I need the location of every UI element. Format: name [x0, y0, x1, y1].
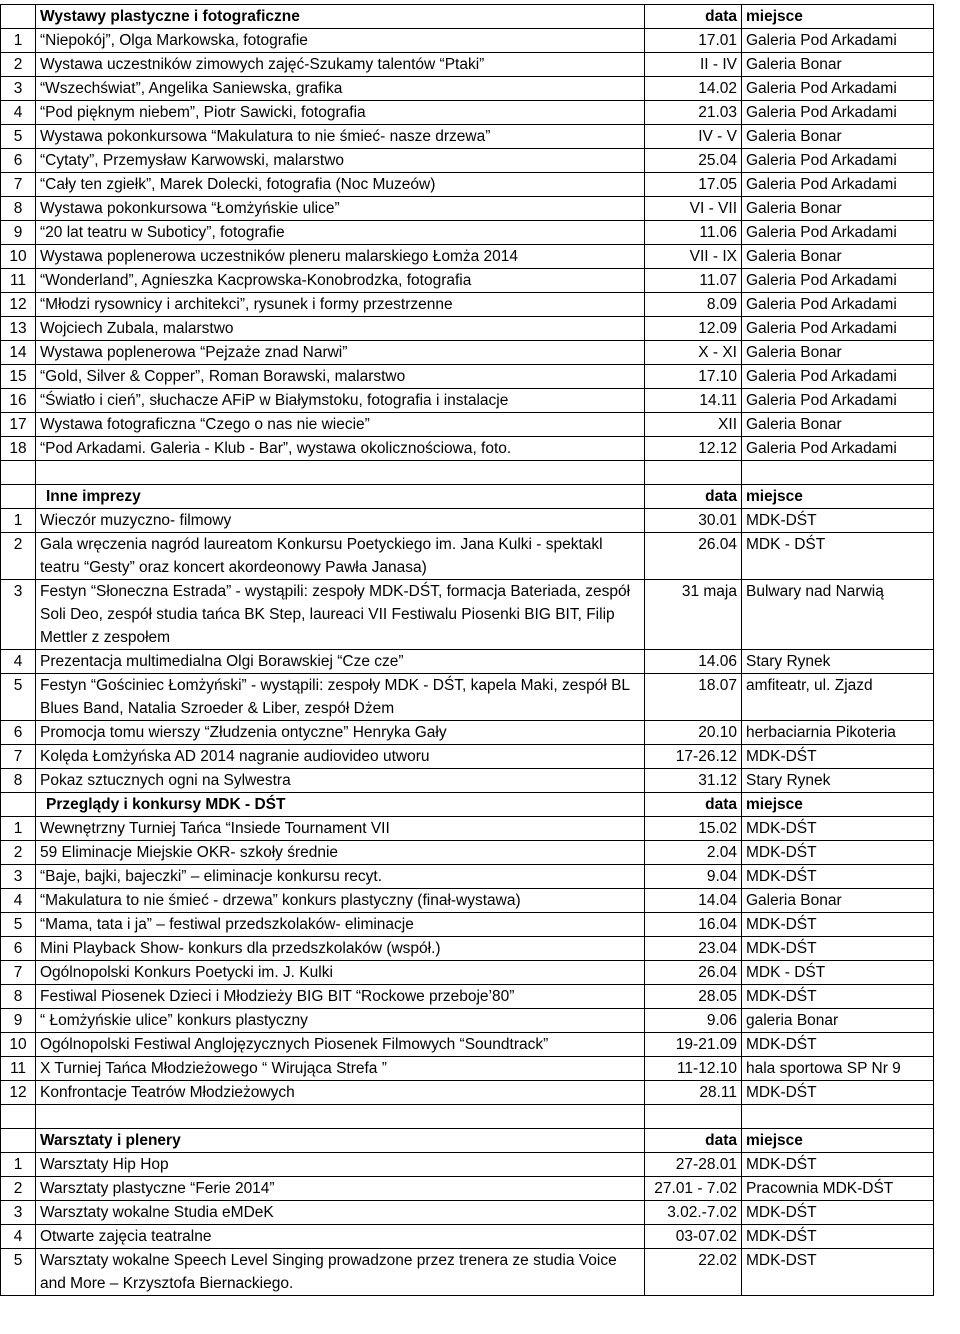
row-number: 3: [1, 1201, 36, 1225]
section-header-warsztaty: [1, 1129, 934, 1153]
column-header-place: miejsce: [742, 1129, 934, 1153]
event-place: MDK-DŚT: [742, 745, 934, 769]
table-row: [1, 913, 934, 937]
event-date: 14.06: [645, 650, 742, 674]
table-row: [1, 961, 934, 985]
row-number: 16: [1, 389, 36, 413]
event-name: Warsztaty Hip Hop: [36, 1153, 645, 1177]
header-num-cell: [1, 1129, 36, 1153]
table-row: [1, 533, 934, 580]
event-date: 8.09: [645, 293, 742, 317]
empty-cell: [1, 461, 36, 485]
event-date: 14.11: [645, 389, 742, 413]
event-place: MDK-DŚT: [742, 1201, 934, 1225]
event-place: MDK - DŚT: [742, 533, 934, 580]
event-place: Galeria Pod Arkadami: [742, 437, 934, 461]
table-row: [1, 580, 934, 650]
event-name: Wystawa uczestników zimowych zajęć-Szukamy talentów “Ptaki”: [36, 53, 645, 77]
table-row: [1, 1009, 934, 1033]
event-place: Bulwary nad Narwią: [742, 580, 934, 650]
event-place: MDK-DŚT: [742, 1153, 934, 1177]
event-name: Warsztaty wokalne Speech Level Singing prowadzone przez trenera ze studia Voice and More – Krzysztofa Biernackiego.: [36, 1249, 645, 1296]
event-place: MDK-DŚT: [742, 817, 934, 841]
row-number: 6: [1, 149, 36, 173]
event-date: 21.03: [645, 101, 742, 125]
row-number: 1: [1, 817, 36, 841]
event-name: “Pod Arkadami. Galeria - Klub - Bar”, wystawa okolicznościowa, foto.: [36, 437, 645, 461]
event-place: MDK-DŚT: [742, 1081, 934, 1105]
event-date: 28.11: [645, 1081, 742, 1105]
event-date: 31 maja: [645, 580, 742, 650]
event-place: Galeria Pod Arkadami: [742, 173, 934, 197]
event-place: Galeria Pod Arkadami: [742, 269, 934, 293]
row-number: 13: [1, 317, 36, 341]
event-date: 28.05: [645, 985, 742, 1009]
column-header-place: miejsce: [742, 485, 934, 509]
column-header-date: data: [645, 485, 742, 509]
event-name: “Pod pięknym niebem”, Piotr Sawicki, fotografia: [36, 101, 645, 125]
section-title: Warsztaty i plenery: [36, 1129, 645, 1153]
table-row: [1, 817, 934, 841]
schedule-table: [0, 4, 934, 1296]
event-place: Galeria Bonar: [742, 413, 934, 437]
row-number: 3: [1, 580, 36, 650]
event-place: MDK-DŚT: [742, 865, 934, 889]
event-place: galeria Bonar: [742, 1009, 934, 1033]
section-title: Przeglądy i konkursy MDK - DŚT: [36, 793, 645, 817]
event-place: hala sportowa SP Nr 9: [742, 1057, 934, 1081]
event-date: 3.02.-7.02: [645, 1201, 742, 1225]
section-header-wystawy: [1, 5, 934, 29]
event-name: Warsztaty wokalne Studia eMDeK: [36, 1201, 645, 1225]
event-place: Galeria Pod Arkadami: [742, 149, 934, 173]
event-name: “Niepokój”, Olga Markowska, fotografie: [36, 29, 645, 53]
event-name: Ogólnopolski Konkurs Poetycki im. J. Kulki: [36, 961, 645, 985]
event-date: 9.04: [645, 865, 742, 889]
event-name: “Wszechświat”, Angelika Saniewska, grafika: [36, 77, 645, 101]
section-spacer: [1, 1105, 934, 1129]
event-date: 2.04: [645, 841, 742, 865]
empty-cell: [36, 1105, 645, 1129]
table-row: [1, 53, 934, 77]
table-row: [1, 29, 934, 53]
event-place: Galeria Bonar: [742, 341, 934, 365]
event-place: Galeria Pod Arkadami: [742, 293, 934, 317]
event-date: 16.04: [645, 913, 742, 937]
section-title: Wystawy plastyczne i fotograficzne: [36, 5, 645, 29]
event-name: “Wonderland”, Agnieszka Kacprowska-Konobrodzka, fotografia: [36, 269, 645, 293]
row-number: 5: [1, 125, 36, 149]
row-number: 12: [1, 293, 36, 317]
table-row: [1, 77, 934, 101]
event-place: Stary Rynek: [742, 650, 934, 674]
table-row: [1, 413, 934, 437]
event-date: 9.06: [645, 1009, 742, 1033]
event-place: Galeria Bonar: [742, 53, 934, 77]
table-row: [1, 1177, 934, 1201]
event-name: Konfrontacje Teatrów Młodzieżowych: [36, 1081, 645, 1105]
table-row: [1, 197, 934, 221]
event-date: 17.01: [645, 29, 742, 53]
event-name: “Światło i cień”, słuchacze AFiP w Białymstoku, fotografia i instalacje: [36, 389, 645, 413]
event-place: amfiteatr, ul. Zjazd: [742, 674, 934, 721]
row-number: 2: [1, 53, 36, 77]
row-number: 7: [1, 745, 36, 769]
table-row: [1, 1249, 934, 1296]
event-date: 14.02: [645, 77, 742, 101]
document: [0, 4, 960, 1296]
event-name: Festyn “Gościniec Łomżyński” - wystąpili: zespoły MDK - DŚT, kapela Maki, zespół BL Blues Band, Natalia Szroeder & Liber, zespół Dżem: [36, 674, 645, 721]
table-row: [1, 317, 934, 341]
row-number: 7: [1, 961, 36, 985]
row-number: 10: [1, 245, 36, 269]
event-place: MDK-DŚT: [742, 913, 934, 937]
row-number: 17: [1, 413, 36, 437]
row-number: 2: [1, 533, 36, 580]
event-place: MDK-DŚT: [742, 1033, 934, 1057]
schedule-body: [1, 5, 934, 1296]
event-place: Galeria Pod Arkadami: [742, 221, 934, 245]
row-number: 9: [1, 221, 36, 245]
event-name: Festiwal Piosenek Dzieci i Młodzieży BIG BIT “Rockowe przeboje’80”: [36, 985, 645, 1009]
row-number: 1: [1, 1153, 36, 1177]
row-number: 1: [1, 29, 36, 53]
table-row: [1, 269, 934, 293]
table-row: [1, 1201, 934, 1225]
event-name: “Mama, tata i ja” – festiwal przedszkolaków- eliminacje: [36, 913, 645, 937]
event-place: herbaciarnia Pikoteria: [742, 721, 934, 745]
event-date: 11-12.10: [645, 1057, 742, 1081]
section-header-przeglady: [1, 793, 934, 817]
table-row: [1, 889, 934, 913]
event-date: II - IV: [645, 53, 742, 77]
section-header-inne: [1, 485, 934, 509]
event-place: MDK - DŚT: [742, 961, 934, 985]
event-date: 19-21.09: [645, 1033, 742, 1057]
empty-cell: [742, 1105, 934, 1129]
event-date: 25.04: [645, 149, 742, 173]
event-date: 17.10: [645, 365, 742, 389]
event-date: 18.07: [645, 674, 742, 721]
row-number: 11: [1, 1057, 36, 1081]
row-number: 4: [1, 1225, 36, 1249]
table-row: [1, 1033, 934, 1057]
event-name: Warsztaty plastyczne “Ferie 2014”: [36, 1177, 645, 1201]
event-place: MDK-DŚT: [742, 1225, 934, 1249]
event-date: 17.05: [645, 173, 742, 197]
table-row: [1, 245, 934, 269]
event-date: IV - V: [645, 125, 742, 149]
event-name: Ogólnopolski Festiwal Anglojęzycznych Piosenek Filmowych “Soundtrack”: [36, 1033, 645, 1057]
event-name: Pokaz sztucznych ogni na Sylwestra: [36, 769, 645, 793]
event-date: XII: [645, 413, 742, 437]
row-number: 7: [1, 173, 36, 197]
event-place: Galeria Pod Arkadami: [742, 389, 934, 413]
table-row: [1, 221, 934, 245]
row-number: 14: [1, 341, 36, 365]
row-number: 4: [1, 889, 36, 913]
row-number: 10: [1, 1033, 36, 1057]
header-num-cell: [1, 5, 36, 29]
event-place: Galeria Pod Arkadami: [742, 101, 934, 125]
table-row: [1, 1225, 934, 1249]
event-name: X Turniej Tańca Młodzieżowego “ Wirująca Strefa ”: [36, 1057, 645, 1081]
event-name: Festyn “Słoneczna Estrada” - wystąpili: zespoły MDK-DŚT, formacja Bateriada, zespół Soli Deo, zespół studia tańca BK Step, laureaci VII Festiwalu Piosenki BIG BIT, Filip Mettler z zespołem: [36, 580, 645, 650]
event-name: Gala wręczenia nagród laureatom Konkursu Poetyckiego im. Jana Kulki - spektakl teatru “Gesty” oraz koncert akordeonowy Pawła Janasa): [36, 533, 645, 580]
event-place: Galeria Bonar: [742, 245, 934, 269]
row-number: 8: [1, 197, 36, 221]
row-number: 9: [1, 1009, 36, 1033]
table-row: [1, 149, 934, 173]
table-row: [1, 293, 934, 317]
table-row: [1, 389, 934, 413]
event-date: 12.12: [645, 437, 742, 461]
table-row: [1, 341, 934, 365]
event-place: Galeria Pod Arkadami: [742, 317, 934, 341]
row-number: 8: [1, 985, 36, 1009]
event-name: “Gold, Silver & Copper”, Roman Borawski, malarstwo: [36, 365, 645, 389]
row-number: 3: [1, 865, 36, 889]
event-place: MDK-DŚT: [742, 937, 934, 961]
table-row: [1, 650, 934, 674]
event-name: “Młodzi rysownicy i architekci”, rysunek i formy przestrzenne: [36, 293, 645, 317]
table-row: [1, 745, 934, 769]
row-number: 5: [1, 1249, 36, 1296]
event-date: 23.04: [645, 937, 742, 961]
empty-cell: [645, 461, 742, 485]
event-date: 15.02: [645, 817, 742, 841]
event-date: 11.07: [645, 269, 742, 293]
row-number: 11: [1, 269, 36, 293]
table-row: [1, 721, 934, 745]
empty-cell: [645, 1105, 742, 1129]
event-name: Prezentacja multimedialna Olgi Borawskiej “Cze cze”: [36, 650, 645, 674]
event-place: MDK-DŚT: [742, 985, 934, 1009]
header-num-cell: [1, 485, 36, 509]
row-number: 2: [1, 841, 36, 865]
event-name: Otwarte zajęcia teatralne: [36, 1225, 645, 1249]
event-date: X - XI: [645, 341, 742, 365]
event-place: MDK-DŚT: [742, 841, 934, 865]
event-name: “Baje, bajki, bajeczki” – eliminacje konkursu recyt.: [36, 865, 645, 889]
row-number: 1: [1, 509, 36, 533]
row-number: 5: [1, 913, 36, 937]
column-header-place: miejsce: [742, 5, 934, 29]
table-row: [1, 1057, 934, 1081]
event-name: Wystawa pokonkursowa “Łomżyńskie ulice”: [36, 197, 645, 221]
row-number: 5: [1, 674, 36, 721]
section-spacer: [1, 461, 934, 485]
row-number: 18: [1, 437, 36, 461]
event-name: Kolęda Łomżyńska AD 2014 nagranie audiovideo utworu: [36, 745, 645, 769]
event-name: “Cały ten zgiełk”, Marek Dolecki, fotografia (Noc Muzeów): [36, 173, 645, 197]
event-place: Galeria Bonar: [742, 889, 934, 913]
event-name: Wystawa pokonkursowa “Makulatura to nie śmieć- nasze drzewa”: [36, 125, 645, 149]
event-date: 17-26.12: [645, 745, 742, 769]
table-row: [1, 365, 934, 389]
table-row: [1, 125, 934, 149]
empty-cell: [36, 461, 645, 485]
table-row: [1, 437, 934, 461]
event-name: “20 lat teatru w Suboticy”, fotografie: [36, 221, 645, 245]
event-name: Wystawa poplenerowa “Pejzaże znad Narwi”: [36, 341, 645, 365]
row-number: 4: [1, 101, 36, 125]
event-date: 27.01 - 7.02: [645, 1177, 742, 1201]
event-place: Galeria Bonar: [742, 197, 934, 221]
column-header-date: data: [645, 5, 742, 29]
event-name: “Makulatura to nie śmieć - drzewa” konkurs plastyczny (finał-wystawa): [36, 889, 645, 913]
event-name: Promocja tomu wierszy “Złudzenia ontyczne” Henryka Gały: [36, 721, 645, 745]
event-place: Galeria Pod Arkadami: [742, 29, 934, 53]
event-date: 03-07.02: [645, 1225, 742, 1249]
event-name: Mini Playback Show- konkurs dla przedszkolaków (współ.): [36, 937, 645, 961]
event-name: Wystawa poplenerowa uczestników pleneru malarskiego Łomża 2014: [36, 245, 645, 269]
event-place: Pracownia MDK-DŚT: [742, 1177, 934, 1201]
event-date: 11.06: [645, 221, 742, 245]
column-header-date: data: [645, 1129, 742, 1153]
table-row: [1, 1153, 934, 1177]
event-date: 27-28.01: [645, 1153, 742, 1177]
row-number: 3: [1, 77, 36, 101]
event-date: 31.12: [645, 769, 742, 793]
column-header-place: miejsce: [742, 793, 934, 817]
header-num-cell: [1, 793, 36, 817]
row-number: 6: [1, 721, 36, 745]
event-date: 14.04: [645, 889, 742, 913]
event-date: VII - IX: [645, 245, 742, 269]
table-row: [1, 1081, 934, 1105]
event-name: “Cytaty”, Przemysław Karwowski, malarstwo: [36, 149, 645, 173]
event-place: Galeria Pod Arkadami: [742, 365, 934, 389]
row-number: 15: [1, 365, 36, 389]
event-name: Wieczór muzyczno- filmowy: [36, 509, 645, 533]
event-place: Galeria Bonar: [742, 125, 934, 149]
event-date: 20.10: [645, 721, 742, 745]
event-name: “ Łomżyńskie ulice” konkurs plastyczny: [36, 1009, 645, 1033]
event-place: Stary Rynek: [742, 769, 934, 793]
event-place: MDK-DST: [742, 1249, 934, 1296]
event-date: 12.09: [645, 317, 742, 341]
event-date: 26.04: [645, 533, 742, 580]
table-row: [1, 937, 934, 961]
row-number: 8: [1, 769, 36, 793]
empty-cell: [742, 461, 934, 485]
table-row: [1, 101, 934, 125]
row-number: 2: [1, 1177, 36, 1201]
event-date: 26.04: [645, 961, 742, 985]
table-row: [1, 769, 934, 793]
row-number: 4: [1, 650, 36, 674]
table-row: [1, 509, 934, 533]
table-row: [1, 173, 934, 197]
empty-cell: [1, 1105, 36, 1129]
table-row: [1, 841, 934, 865]
row-number: 6: [1, 937, 36, 961]
event-name: Wystawa fotograficzna “Czego o nas nie wiecie”: [36, 413, 645, 437]
event-place: Galeria Pod Arkadami: [742, 77, 934, 101]
section-title: Inne imprezy: [36, 485, 645, 509]
event-date: 30.01: [645, 509, 742, 533]
column-header-date: data: [645, 793, 742, 817]
event-name: Wojciech Zubala, malarstwo: [36, 317, 645, 341]
row-number: 12: [1, 1081, 36, 1105]
event-name: 59 Eliminacje Miejskie OKR- szkoły średnie: [36, 841, 645, 865]
table-row: [1, 985, 934, 1009]
event-date: 22.02: [645, 1249, 742, 1296]
event-place: MDK-DŚT: [742, 509, 934, 533]
table-row: [1, 865, 934, 889]
event-date: VI - VII: [645, 197, 742, 221]
event-name: Wewnętrzny Turniej Tańca “Insiede Tournament VII: [36, 817, 645, 841]
table-row: [1, 674, 934, 721]
